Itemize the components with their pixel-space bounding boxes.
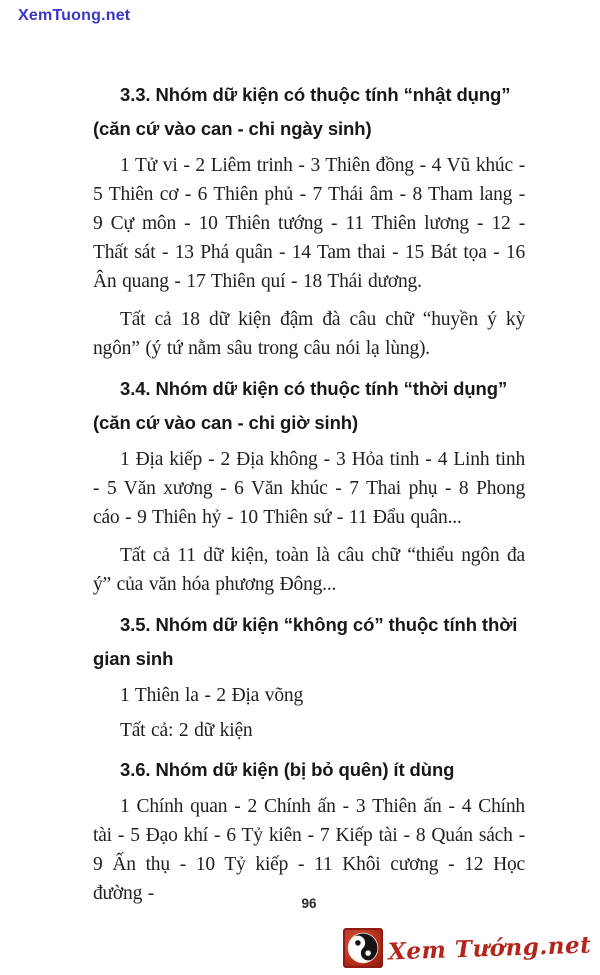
yin-yang-icon (343, 928, 383, 968)
section-heading: 3.6. Nhóm dữ kiện (bị bỏ quên) ít dùng (120, 759, 455, 780)
section-3-5 (93, 608, 525, 745)
paragraph: 1 Chính quan - 2 Chính ấn - 3 Thiên ấn - 4 Chính tài - 5 Đạo khí - 6 Tỷ kiên - 7 Kiếp tài - 8 Quán sách - 9 Ấn thụ - 10 Tỷ kiếp - 11 Khôi cương - 12 Học đường - (93, 796, 525, 904)
section-heading: 3.5. Nhóm dữ kiện “không có” thuộc tính thời gian sinh (93, 614, 518, 669)
page-content (93, 78, 525, 917)
paragraph: 1 Địa kiếp - 2 Địa không - 3 Hỏa tinh - 4 Linh tinh - 5 Văn xương - 6 Văn khúc - 7 Thai phụ - 8 Phong cáo - 9 Thiên hỷ - 10 Thiên sứ - 11 Đẩu quân... (93, 449, 525, 528)
paragraph: 1 Tử vi - 2 Liêm trinh - 3 Thiên đồng - 4 Vũ khúc - 5 Thiên cơ - 6 Thiên phủ - 7 Thái âm - 8 Tham lang - 9 Cự môn - 10 Thiên tướng - 11 Thiên lương - 12 - Thất sát - 13 Phá quân - 14 Tam thai - 15 Bát tọa - 16 Ân quang - 17 Thiên quí - 18 Thái dương. (93, 155, 525, 292)
section-3-6 (93, 753, 525, 908)
section-3-4 (93, 372, 525, 599)
paragraph: Tất cả 11 dữ kiện, toàn là câu chữ “thiểu ngôn đa ý” của văn hóa phương Đông... (93, 545, 525, 595)
section-3-3 (93, 78, 525, 363)
site-watermark: XemTuong.net (18, 7, 131, 24)
page-number: 96 (301, 896, 317, 911)
paragraph: Tất cả 18 dữ kiện đậm đà câu chữ “huyền ý kỳ ngôn” (ý tứ nằm sâu trong câu nói lạ lùng). (93, 309, 525, 359)
paragraph: 1 Thiên la - 2 Địa võng (120, 685, 304, 706)
site-logo (343, 928, 591, 968)
section-heading: 3.4. Nhóm dữ kiện có thuộc tính “thời dụng” (căn cứ vào can - chi giờ sinh) (93, 378, 508, 433)
section-heading: 3.3. Nhóm dữ kiện có thuộc tính “nhật dụng” (căn cứ vào can - chi ngày sinh) (93, 84, 511, 139)
logo-text: Xem Tướng.net (387, 930, 592, 966)
paragraph: Tất cả: 2 dữ kiện (120, 720, 253, 741)
